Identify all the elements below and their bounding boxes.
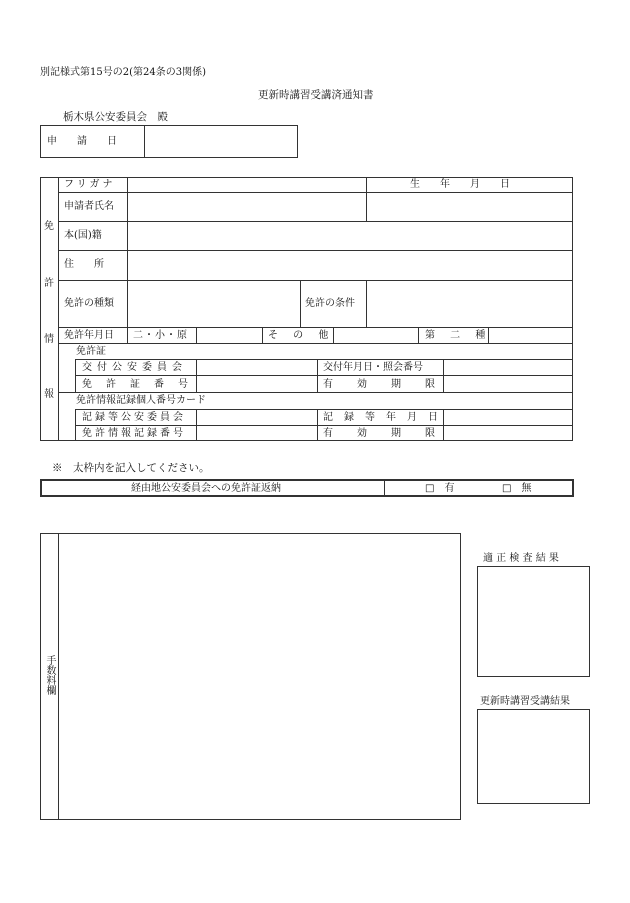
expiry-label: 有効期限: [323, 428, 459, 439]
class-options: 二・小・原: [133, 330, 188, 341]
return-yes-checkbox[interactable]: □ 有: [425, 483, 455, 494]
issuing-commission-label: 交付公安委員会: [82, 362, 187, 373]
side-char-3: 情: [44, 334, 54, 345]
domicile-label: 本(国)籍: [64, 230, 102, 241]
record-commission-label: 記録等公安委員会: [82, 412, 186, 423]
recipient: 栃木県公安委員会 殿: [63, 111, 168, 123]
inspection-result-box[interactable]: [477, 566, 590, 677]
furigana-label: フリガナ: [64, 179, 116, 190]
form-number: 別記様式第15号の2(第24条の3関係): [40, 67, 206, 78]
issue-date-ref-label: 交付年月日・照会番号: [323, 362, 423, 373]
return-no-checkbox[interactable]: □ 無: [502, 483, 532, 494]
course-result-label: 更新時講習受講結果: [480, 696, 570, 707]
info-card-title: 免許情報記録個人番号カード: [76, 395, 206, 406]
inspection-result-label: 適 正 検 査 結 果: [483, 553, 559, 564]
birthdate-label: 生 年 月 日: [410, 179, 510, 190]
record-number-label: 免許情報記録番号: [82, 428, 186, 439]
other-label: そ の 他: [268, 330, 335, 341]
license-number-label: 免許証番号: [82, 379, 202, 390]
license-card-title: 免許証: [76, 346, 106, 357]
validity-label: 有効期限: [323, 379, 459, 390]
license-return-label: 経由地公安委員会への免許証返納: [131, 483, 281, 494]
document-title: 更新時講習受講済通知書: [258, 89, 374, 101]
course-result-box[interactable]: [477, 709, 590, 804]
side-char-4: 報: [44, 389, 54, 400]
record-date-label: 記録等年月日: [323, 412, 449, 423]
license-date-label: 免許年月日: [64, 330, 114, 341]
application-date-value[interactable]: [148, 130, 294, 154]
fee-box: [40, 533, 461, 820]
applicant-name-label: 申請者氏名: [64, 201, 114, 212]
fee-label: 手数料欄: [44, 655, 55, 695]
license-type-label: 免許の種類: [64, 298, 114, 309]
license-return-row: [40, 479, 574, 497]
side-char-2: 許: [44, 278, 54, 289]
application-date-label: 申 請 日: [47, 136, 117, 147]
address-label: 住 所: [64, 259, 104, 270]
side-char-1: 免: [44, 221, 54, 232]
second-class-label: 第 二 種: [425, 330, 492, 341]
license-conditions-label: 免許の条件: [305, 298, 355, 309]
instruction-note: ※ 太枠内を記入してください。: [52, 462, 210, 474]
